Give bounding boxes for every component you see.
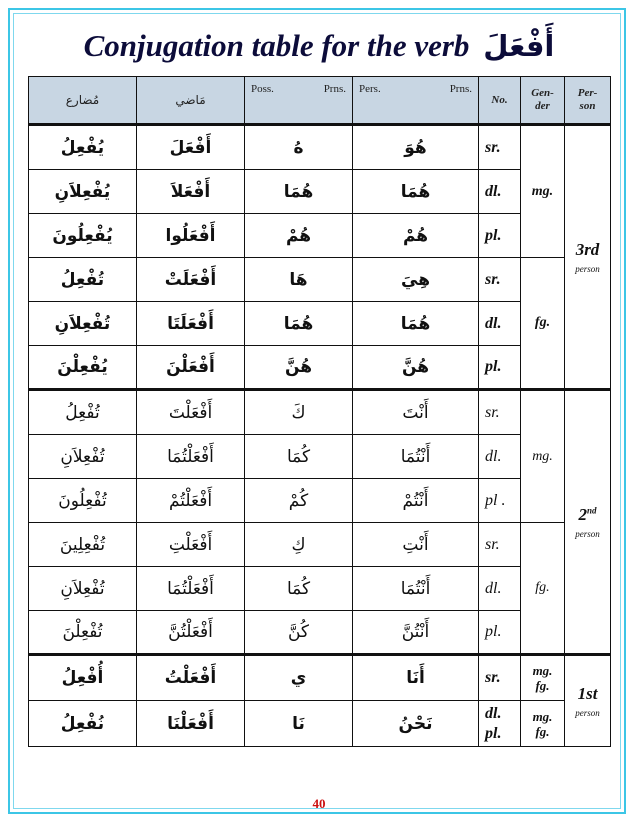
person-cell-second (565, 390, 611, 655)
gender-cell: fg. (521, 258, 565, 390)
number-cell: sr. (479, 390, 521, 435)
person-third-word: person (575, 264, 600, 274)
person-first-label: 1st (577, 684, 598, 703)
pers-cell: هُنَّ (353, 346, 479, 390)
mudari-cell: نُفْعِلُ (29, 701, 137, 747)
number-cell: pl. (479, 214, 521, 258)
pers-cell: أَنْتَ (353, 390, 479, 435)
header-mudari: مُضارع (29, 77, 137, 125)
number-cell (479, 701, 521, 747)
mudari-cell: تُفْعِلاَنِ (29, 567, 137, 611)
page-title (0, 28, 638, 64)
pers-cell: هِيَ (353, 258, 479, 302)
gender-cell (521, 701, 565, 747)
table-row (29, 523, 611, 567)
mudari-cell: يُفْعِلاَنِ (29, 170, 137, 214)
conjugation-table (28, 76, 611, 747)
madi-cell: أَفْعَلُوا (137, 214, 245, 258)
header-number: No. (479, 77, 521, 125)
pers-cell: أَنْتُمْ (353, 479, 479, 523)
poss-cell: هَا (245, 258, 353, 302)
header-pers-prns (353, 77, 479, 125)
person-second-suffix: nd (586, 505, 597, 516)
mudari-cell: تُفْعِلاَنِ (29, 302, 137, 346)
header-pers-prns-word: Prns. (449, 83, 472, 95)
header-person (565, 77, 611, 125)
table-row (29, 125, 611, 170)
poss-cell: كُنَّ (245, 611, 353, 655)
madi-cell: أَفْعَلْتُمَا (137, 435, 245, 479)
table-row (29, 701, 611, 747)
mudari-cell: أُفْعِلُ (29, 655, 137, 701)
number-cell: sr. (479, 125, 521, 170)
madi-cell: أَفْعَلْتِ (137, 523, 245, 567)
pers-cell: هُمَا (353, 302, 479, 346)
mudari-cell: تُفْعِلُ (29, 258, 137, 302)
madi-cell: أَفْعَلْتُمَا (137, 567, 245, 611)
header-madi: مَاضي (137, 77, 245, 125)
table-row (29, 655, 611, 701)
madi-cell: أَفْعَلَتَا (137, 302, 245, 346)
title-verb: أَفْعَلَ (483, 29, 555, 63)
poss-cell: كَ (245, 390, 353, 435)
pers-cell: نَحْنُ (353, 701, 479, 747)
number-dl: dl. (485, 704, 502, 722)
header-pers: Pers. (359, 83, 381, 95)
number-cell: sr. (479, 523, 521, 567)
pers-cell: هُوَ (353, 125, 479, 170)
mudari-cell: تُفْعِلْنَ (29, 611, 137, 655)
madi-cell: أَفْعَلاَ (137, 170, 245, 214)
header-gender-a: Gen- (531, 87, 554, 99)
poss-cell: هُ (245, 125, 353, 170)
header-person-a: Per- (577, 87, 598, 99)
person-first-word: person (575, 708, 600, 718)
page-number: 40 (312, 796, 326, 811)
table-row (29, 258, 611, 302)
header-gender-b: der (535, 100, 550, 112)
madi-cell: أَفْعَلَتْ (137, 258, 245, 302)
mudari-cell: يُفْعِلُ (29, 125, 137, 170)
header-poss: Poss. (251, 83, 274, 95)
gender-cell: mg. (521, 390, 565, 523)
table-row (29, 390, 611, 435)
madi-cell: أَفْعَلْتُنَّ (137, 611, 245, 655)
poss-cell: ي (245, 655, 353, 701)
person-second-label (578, 505, 596, 524)
gender-cell (521, 655, 565, 701)
header-poss-prns (245, 77, 353, 125)
number-pl: pl. (485, 724, 502, 742)
gender-fg: fg. (535, 678, 550, 693)
gender-mg: mg. (532, 708, 553, 724)
number-cell: sr. (479, 655, 521, 701)
mudari-cell: تُفْعِلاَنِ (29, 435, 137, 479)
madi-cell: أَفْعَلْتَ (137, 390, 245, 435)
person-second-number: 2 (578, 505, 587, 524)
poss-cell: كُمْ (245, 479, 353, 523)
mudari-cell: تُفْعِلُونَ (29, 479, 137, 523)
header-person-b: son (579, 100, 596, 112)
mudari-cell: تُفْعِلِينَ (29, 523, 137, 567)
pers-cell: أَنْتِ (353, 523, 479, 567)
mudari-cell: تُفْعِلُ (29, 390, 137, 435)
pers-cell: هُمْ (353, 214, 479, 258)
pers-cell: أَنْتُمَا (353, 435, 479, 479)
header-gender (521, 77, 565, 125)
pers-cell: أَنَا (353, 655, 479, 701)
poss-cell: هُمَا (245, 302, 353, 346)
number-cell: dl. (479, 170, 521, 214)
poss-cell: كِ (245, 523, 353, 567)
number-cell: pl. (479, 346, 521, 390)
gender-mg: mg. (532, 663, 553, 678)
madi-cell: أَفْعَلْتُ (137, 655, 245, 701)
person-cell-third (565, 125, 611, 390)
poss-cell: هُمْ (245, 214, 353, 258)
number-cell: dl. (479, 567, 521, 611)
pers-cell: أَنْتُنَّ (353, 611, 479, 655)
number-cell: pl. (479, 611, 521, 655)
gender-cell: mg. (521, 125, 565, 258)
person-second-word: person (575, 529, 600, 539)
number-cell: sr. (479, 258, 521, 302)
mudari-cell: يُفْعِلُونَ (29, 214, 137, 258)
madi-cell: أَفْعَلْنَا (137, 701, 245, 747)
number-cell: dl. (479, 302, 521, 346)
person-third-label: 3rd (575, 240, 600, 259)
madi-cell: أَفْعَلْنَ (137, 346, 245, 390)
person-cell-first (565, 655, 611, 747)
title-text: Conjugation table for the verb (83, 28, 470, 63)
poss-cell: هُنَّ (245, 346, 353, 390)
mudari-cell: يُفْعِلْنَ (29, 346, 137, 390)
number-cell: dl. (479, 435, 521, 479)
header-poss-prns-word: Prns. (323, 83, 346, 95)
poss-cell: نَا (245, 701, 353, 747)
pers-cell: أَنْتُمَا (353, 567, 479, 611)
header-row (29, 77, 611, 125)
poss-cell: هُمَا (245, 170, 353, 214)
gender-cell: fg. (521, 523, 565, 655)
poss-cell: كُمَا (245, 435, 353, 479)
madi-cell: أَفْعَلَ (137, 125, 245, 170)
gender-fg: fg. (535, 723, 550, 739)
number-cell: pl . (479, 479, 521, 523)
poss-cell: كُمَا (245, 567, 353, 611)
madi-cell: أَفْعَلْتُمْ (137, 479, 245, 523)
pers-cell: هُمَا (353, 170, 479, 214)
